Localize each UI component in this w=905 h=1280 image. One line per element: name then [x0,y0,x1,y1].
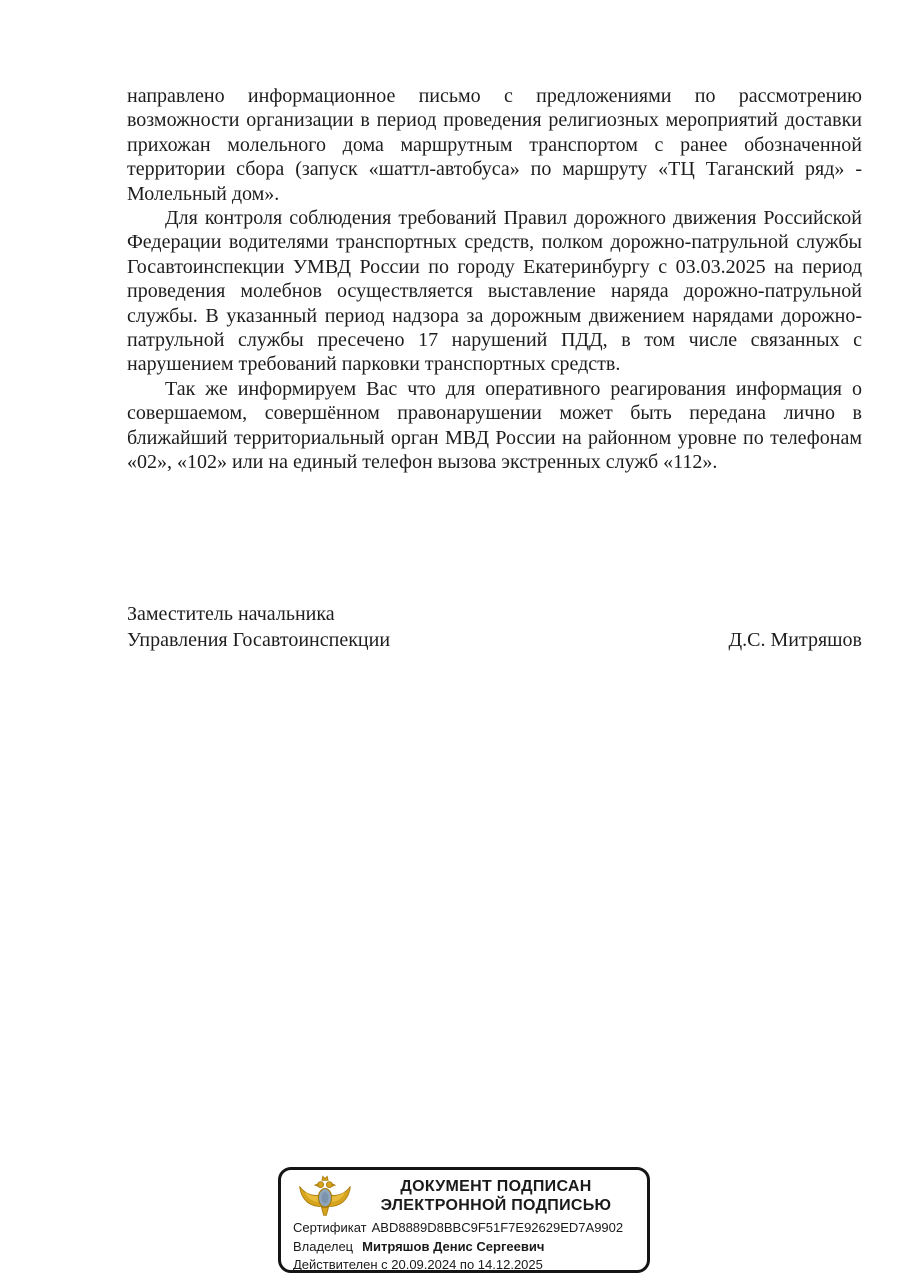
certificate-label: Сертификат [293,1220,367,1235]
paragraph-1: направлено информационное письмо с предложениями по рассмотрению возможности организации в период проведения религиозных мероприятий доставки прихожан молельного дома маршрутным транспортом с ранее обозначенной территории сбора (запуск «шаттл-автобуса» по маршруту «ТЦ Таганский ряд» - Молельный дом». [127,85,862,205]
document-body [127,84,862,475]
paragraph-2: Для контроля соблюдения требований Правил дорожного движения Российской Федерации водителями транспортных средств, полком дорожно-патрульной службы Госавтоинспекции УМВД России по городу Екатеринбургу с 03.03.2025 на период проведения молебнов осуществляется выставление наряда дорожно-патрульной службы. В указанный период надзора за дорожным движением нарядами дорожно-патрульной службы пресечено 17 нарушений ПДД, в том числе связанных с нарушением требований парковки транспортных средств. [127,207,862,376]
stamp-validity-row: Действителен с 20.09.2024 по 14.12.2025 [293,1257,543,1272]
stamp-title-line2: ЭЛЕКТРОННОЙ ПОДПИСЬЮ [380,1197,612,1214]
paragraph-3: Так же информируем Вас что для оперативного реагирования информация о совершаемом, совершённом правонарушении может быть передана лично в ближайший территориальный орган МВД России на районном уровне по телефонам «02», «102» или на единый телефон вызова экстренных служб «112». [127,377,862,474]
stamp-title-line1: ДОКУМЕНТ ПОДПИСАН [400,1178,592,1195]
stamp-header [289,1173,639,1219]
signature-block [127,601,862,653]
certificate-value: ABD8889D8BBC9F51F7E92629ED7A9902 [371,1220,624,1235]
signer-title-line1: Заместитель начальника [127,603,335,625]
stamp-certificate-row [293,1219,639,1238]
stamp-title [353,1177,639,1215]
owner-label: Владелец [293,1238,354,1254]
stamp-owner-row [293,1238,639,1257]
owner-name: Митряшов Денис Сергеевич [362,1238,545,1254]
signer-title-line2: Управления Госавтоинспекции [127,629,391,651]
mvd-eagle-icon [297,1175,353,1217]
signer-name: Д.С. Митряшов [728,629,862,651]
electronic-signature-stamp [278,1167,650,1273]
